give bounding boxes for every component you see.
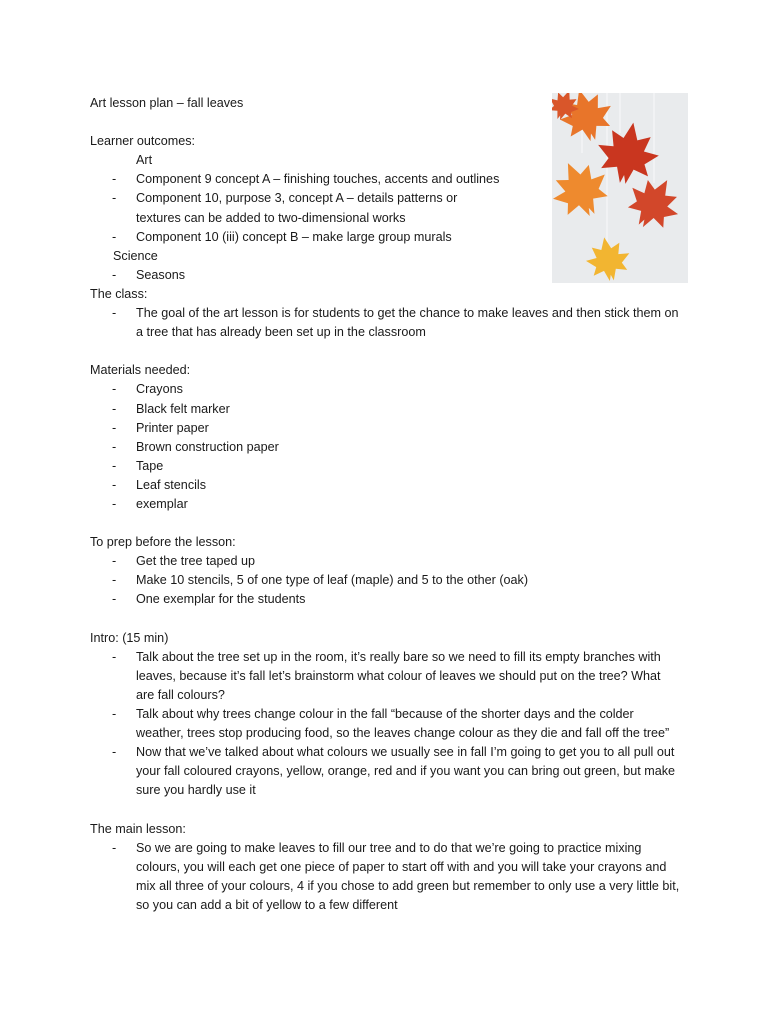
main-lesson-heading: The main lesson: bbox=[90, 821, 186, 836]
list-item: - Component 10 (iii) concept B – make large group murals bbox=[112, 229, 452, 244]
class-heading: The class: bbox=[90, 286, 148, 301]
list-item: - Talk about why trees change colour in the fall “because of the shorter days and the colder weather, trees stop producing food, so the leaves change colour as they die and fall off the tree” bbox=[112, 707, 670, 741]
prep-heading: To prep before the lesson: bbox=[90, 535, 236, 550]
art-label: Art bbox=[136, 153, 153, 168]
list-item: - exemplar bbox=[112, 496, 188, 511]
list-item: - The goal of the art lesson is for students to get the chance to make leaves and then stick them on a tree that has already been set up in the classroom bbox=[112, 306, 679, 340]
list-item: - Talk about the tree set up in the room, it’s really bare so we need to fill its empty branches with leaves, because it’s fall let’s brainstorm what colour of leaves we should put on the tree? What are fall colours? bbox=[112, 649, 661, 702]
list-item: - Now that we’ve talked about what colours we usually see in fall I’m going to get you to all pull out your fall coloured crayons, yellow, orange, red and if you want you can bring out green, but make sure you hardly use it bbox=[112, 745, 676, 798]
list-item: - One exemplar for the students bbox=[112, 592, 306, 607]
list-item: - Black felt marker bbox=[112, 401, 230, 416]
intro-heading: Intro: (15 min) bbox=[90, 630, 169, 645]
list-item: - Seasons bbox=[112, 267, 186, 282]
list-item: - Tape bbox=[112, 458, 164, 473]
list-item: - Printer paper bbox=[112, 420, 209, 435]
list-item: - Make 10 stencils, 5 of one type of leaf (maple) and 5 to the other (oak) bbox=[112, 573, 529, 588]
materials-heading: Materials needed: bbox=[90, 363, 191, 378]
outcomes-heading: Learner outcomes: bbox=[90, 134, 196, 149]
list-item: - Get the tree taped up bbox=[112, 554, 256, 569]
list-item: - Crayons bbox=[112, 382, 183, 397]
list-item: - Brown construction paper bbox=[112, 439, 279, 454]
list-item: - Component 9 concept A – finishing touches, accents and outlines bbox=[112, 172, 500, 187]
list-item: - So we are going to make leaves to fill our tree and to do that we’re going to practice mixing colours, you will each get one piece of paper to start off with and you will take your crayons and mix all three of your colours, 4 if you chose to add green but remember to only use a very little bit, so you can add a bit of yellow to a few different bbox=[112, 840, 680, 912]
document-title: Art lesson plan – fall leaves bbox=[90, 96, 244, 110]
science-label: Science bbox=[113, 248, 158, 263]
list-item: - Leaf stencils bbox=[112, 477, 207, 492]
list-item: - Component 10, purpose 3, concept A – details patterns or textures can be added to two-dimensional works bbox=[112, 191, 458, 225]
lesson-plan-text bbox=[90, 94, 690, 915]
